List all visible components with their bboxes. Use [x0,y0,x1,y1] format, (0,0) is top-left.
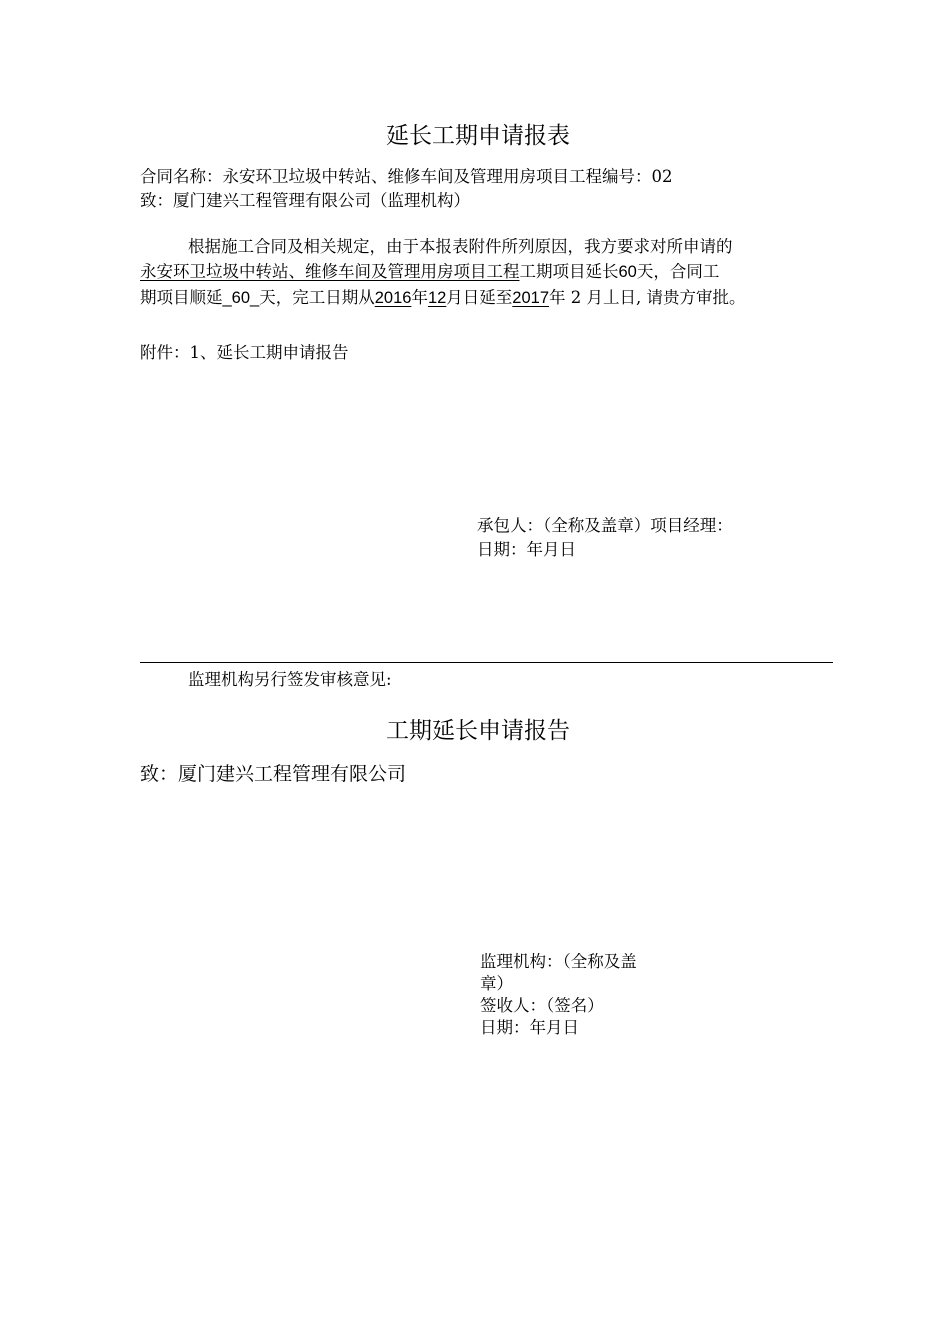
paragraph-text: 天，合同工 [636,262,720,281]
paragraph-text: 期项目顺延 [140,288,223,307]
section-divider [140,662,833,663]
paragraph-text: 年 [411,288,428,307]
to-year: 2017 [512,289,550,307]
postponed-days: _60_ [222,289,260,307]
paragraph-line-1: 根据施工合同及相关规定，由于本报表附件所列原因，我方要求对所申请的 [188,237,733,256]
supervisor-name-line-cont: 章） [480,974,513,993]
paragraph-text: 工期项目延长 [519,262,619,281]
receiver-line: 签收人：（签名） [480,996,604,1015]
paragraph-text: 月日延至 [446,288,513,307]
extension-days: 60 [618,263,637,281]
contractor-date-line: 日期：年月日 [477,540,576,559]
attachment-line: 附件：1、延长工期申请报告 [140,343,349,362]
supervisor-name-line: 监理机构：（全称及盖 [480,952,637,971]
contract-name-line: 合同名称：永安环卫垃圾中转站、维修车间及管理用房项目工程编号：02 [140,167,673,186]
form-title: 延长工期申请报表 [386,123,570,149]
paragraph-line-3 [140,285,840,311]
paragraph-text: 天，完工日期从 [259,288,375,307]
report-date-line: 日期：年月日 [480,1018,579,1037]
paragraph-text: 年 2 月丄日, 请贵方审批。 [549,288,746,307]
report-addressee-line: 致：厦门建兴工程管理有限公司 [140,763,407,785]
from-month: 12 [427,289,447,307]
from-year: 2016 [374,289,412,307]
project-name: 永安环卫垃圾中转站、维修车间及管理用房项目工程 [140,262,520,281]
paragraph-line-2 [140,259,840,285]
addressee-line: 致：厦门建兴工程管理有限公司（监理机构） [140,191,470,210]
supervisor-signature-block [480,951,637,1039]
supervisor-opinion-line: 监理机构另行签发审核意见: [188,670,392,689]
request-paragraph [140,234,840,311]
report-title: 工期延长申请报告 [386,718,570,744]
contractor-signature-line: 承包人：（全称及盖章）项目经理： [477,516,733,535]
